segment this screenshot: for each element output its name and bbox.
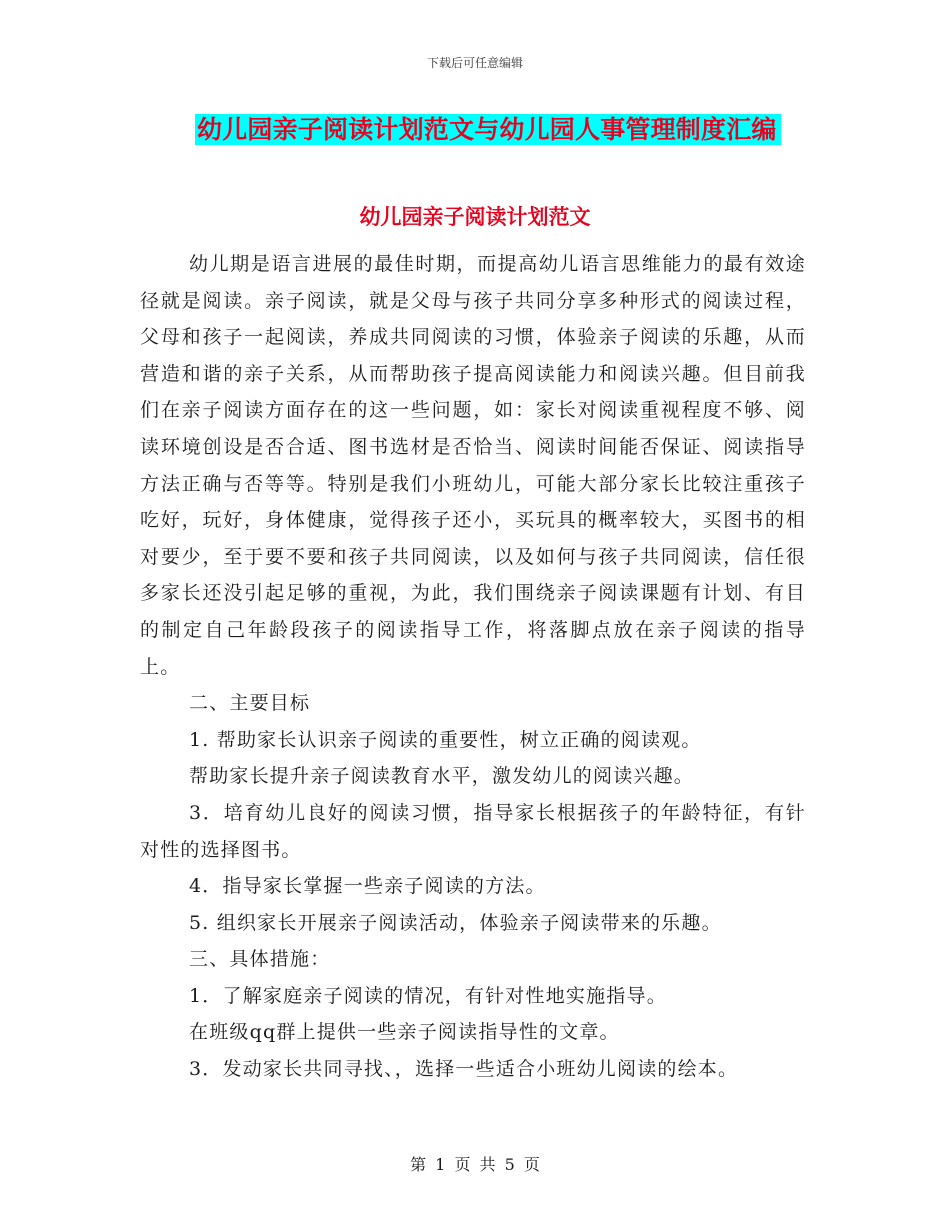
goal-item-1: 1. 帮助家长认识亲子阅读的重要性，树立正确的阅读观。 xyxy=(189,728,702,751)
heading-main-goals: 二、主要目标 xyxy=(189,692,311,715)
document-title: 幼儿园亲子阅读计划范文与幼儿园人事管理制度汇编 xyxy=(195,114,781,145)
page-number-footer: 第 1 页 共 5 页 xyxy=(410,1155,540,1174)
goal-item-4: 4．指导家长掌握一些亲子阅读的方法。 xyxy=(189,875,546,898)
measure-item-1: 1．了解家庭亲子阅读的情况，有针对性地实施指导。 xyxy=(189,984,667,1007)
goal-item-5: 5. 组织家长开展亲子阅读活动，体验亲子阅读带来的乐趣。 xyxy=(189,911,722,934)
intro-paragraph: 幼儿期是语言进展的最佳时期，而提高幼儿语言思维能力的最有效途径就是阅读。亲子阅读，就是父母与孩子共同分享多种形式的阅读过程，父母和孩子一起阅读，养成共同阅读的习惯，体验亲子阅读的乐趣，从而营造和谐的亲子关系，从而帮助孩子提高阅读能力和阅读兴趣。但目前我们在亲子阅读方面存在的这一些问题，如：家长对阅读重视程度不够、阅读环境创设是否合适、图书选材是否恰当、阅读时间能否保证、阅读指导方法正确与否等等。特别是我们小班幼儿，可能大部分家长比较注重孩子吃好，玩好，身体健康，觉得孩子还小，买玩具的概率较大，买图书的相对要少，至于要不要和孩子共同阅读，以及如何与孩子共同阅读，信任很多家长还没引起足够的重视，为此，我们围绕亲子阅读课题有计划、有目的制定自己年龄段孩子的阅读指导工作，将落脚点放在亲子阅读的指导上。 xyxy=(140,253,806,678)
page-header-note: 下载后可任意编辑 xyxy=(426,56,523,70)
goal-item-2: 帮助家长提升亲子阅读教育水平，激发幼儿的阅读兴趣。 xyxy=(189,765,695,788)
measure-item-2: 在班级qq群上提供一些亲子阅读指导性的文章。 xyxy=(189,1021,620,1044)
goal-item-3: 3．培育幼儿良好的阅读习惯，指导家长根据孩子的年龄特征，有针对性的选择图书。 xyxy=(140,801,806,861)
document-body xyxy=(140,246,806,1088)
heading-specific-measures: 三、具体措施： xyxy=(189,948,331,971)
measure-item-3: 3．发动家长共同寻找、，选择一些适合小班幼儿阅读的绘本。 xyxy=(189,1058,739,1081)
section-title: 幼儿园亲子阅读计划范文 xyxy=(359,205,591,229)
